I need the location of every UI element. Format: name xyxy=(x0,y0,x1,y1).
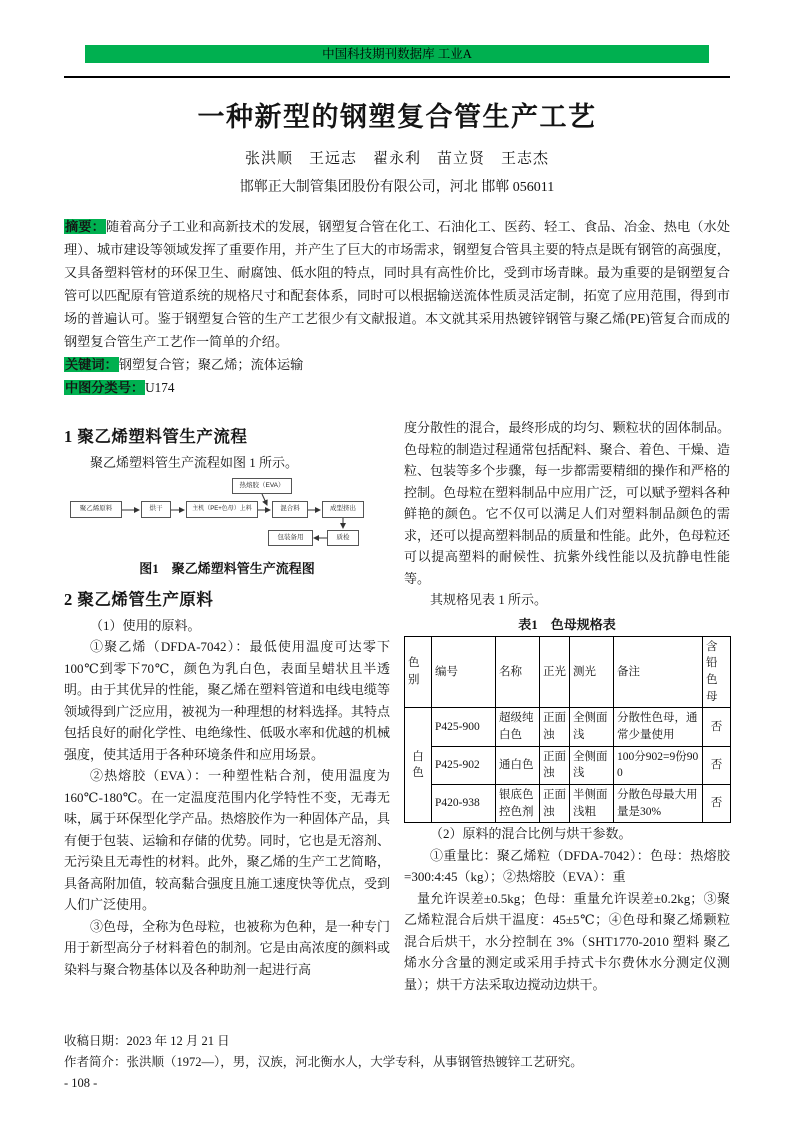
header-divider xyxy=(64,76,730,78)
left-column xyxy=(64,417,390,995)
flow-box-quality-check: 质检 xyxy=(327,530,359,546)
clc-label: 中图分类号： xyxy=(65,380,145,395)
flow-box-host-feeding: 主机（PE+色母）上料 xyxy=(186,501,258,518)
col-header-lead-content: 含铅色母 xyxy=(703,636,731,708)
flow-box-mixture: 混合料 xyxy=(272,501,308,518)
table-row xyxy=(405,746,731,784)
col-header-front-light: 正光 xyxy=(540,636,570,708)
flow-box-packaging: 包装备用 xyxy=(268,530,313,546)
flow-box-raw-material: 聚乙烯原料 xyxy=(70,501,122,518)
color-masterbatch-spec-table xyxy=(404,636,731,824)
received-date-label: 收稿日期： xyxy=(64,1034,127,1048)
page-title: 一种新型的钢塑复合管生产工艺 xyxy=(197,102,597,132)
keywords-line xyxy=(64,353,730,376)
col-header-color-group: 色别 xyxy=(405,636,432,708)
abstract-paragraph xyxy=(64,215,730,353)
author-bio-label: 作者简介： xyxy=(64,1055,127,1069)
col-header-code: 编号 xyxy=(432,636,496,708)
flow-box-drying: 烘干 xyxy=(141,501,171,518)
cell-lead: 否 xyxy=(703,708,731,746)
abstract-label: 摘要： xyxy=(65,219,105,234)
cell-lead: 否 xyxy=(703,784,731,822)
affiliation-line: 邯郸正大制管集团股份有限公司，河北 邯郸 056011 xyxy=(239,180,555,195)
clc-line xyxy=(64,376,730,399)
table-row xyxy=(405,708,731,746)
right-column xyxy=(404,417,730,995)
cell-side-light: 半侧面浅粗 xyxy=(570,784,614,822)
cell-front-light: 正面浊 xyxy=(540,746,570,784)
right-paragraph-5: 量允许误差±0.5kg；色母：重量允许误差±0.2kg；③聚乙烯粒混合后烘干温度：45±5℃；④色母和聚乙烯颗粒混合后烘干，水分控制在 3%（SHT1770-2010 塑料 聚乙烯水分含量的测定或采用手持式卡尔费休水分测定仪测量）；烘干方法采取边搅动边烘干。 xyxy=(404,890,730,992)
section-2-paragraph-1: （1）使用的原料。 xyxy=(90,617,201,633)
author-bio-text: 张洪顺（1972—），男，汉族，河北衡水人，大学专科，从事钢管热镀锌工艺研究。 xyxy=(126,1055,583,1069)
section-2-paragraph-2: ①聚乙烯（DFDA-7042）：最低使用温度可达零下100℃到零下70℃，颜色为乳白色，表面呈蜡状且半透明。由于其优异的性能，聚乙烯在塑料管道和电线电缆等领域得到广泛应用，被视为一种理想的材料选择。其特点包括良好的耐化学性、电绝缘性、低吸水率和优越的机械强度，使其适用于各种环境条件和应用场景。 xyxy=(64,639,390,762)
clc-text: U174 xyxy=(145,380,175,395)
keywords-label: 关键词： xyxy=(65,357,118,372)
cell-code: P425-902 xyxy=(432,746,496,784)
cell-remarks: 100分902=9份900 xyxy=(614,746,703,784)
received-date-line xyxy=(64,1031,730,1052)
cell-name: 超级纯白色 xyxy=(496,708,540,746)
two-column-body xyxy=(64,417,730,995)
cell-side-light: 全侧面浅 xyxy=(570,708,614,746)
abstract-text: 随着高分子工业和高新技术的发展，钢塑复合管在化工、石油化工、医药、轻工、食品、冶金、热电（水处理）、城市建设等领域发挥了重要作用，并产生了巨大的市场需求，钢塑复合管具主要的特点是既有钢管的高强度，又具备塑料管材的环保卫生、耐腐蚀、低水阻的特点，同时具有高性价比，受到市场青睐。最为重要的是钢塑复合管可以匹配原有管道系统的规格尺寸和配套体系，同时可以根据输送流体性质灵活定制，拓宽了应用范围，得到市场的普遍认可。鉴于钢塑复合管的生产工艺很少有文献报道。本文就其采用热镀锌钢管与聚乙烯(PE)管复合而成的钢塑复合管生产工艺作一简单的介绍。 xyxy=(64,219,731,349)
right-paragraph-4: ①重量比：聚乙烯粒（DFDA-7042）：色母：热熔胶=300:4:45（kg）；②热熔胶（EVA）：重 xyxy=(404,847,730,885)
right-paragraph-1: 度分散性的混合，最终形成的均匀、颗粒状的固体制品。色母粒的制造过程通常包括配料、聚合、着色、干燥、造粒、包装等多个步骤，每一步都需要精细的操作和严格的控制。色母粒在塑料制品中应用广泛，可以赋予塑料各种鲜艳的颜色。它不仅可以满足人们对塑料制品颜色的需求，还可以提高塑料制品的质量和性能。此外，色母粒还可以提高塑料的耐候性、抗紫外线性能以及抗静电性能等。 xyxy=(404,420,730,586)
cell-color-group: 白色 xyxy=(405,708,432,823)
figure-1-caption: 图1 聚乙烯塑料管生产流程图 xyxy=(139,560,315,576)
section-1-heading: 1 聚乙烯塑料管生产流程 xyxy=(64,427,248,446)
cell-name: 通白色 xyxy=(496,746,540,784)
right-paragraph-2: 其规格见表 1 所示。 xyxy=(430,592,548,607)
page-number: - 108 - xyxy=(64,1076,98,1090)
keywords-text: 钢塑复合管；聚乙烯；流体运输 xyxy=(118,357,304,372)
col-header-remarks: 备注 xyxy=(614,636,703,708)
received-date-text: 2023 年 12 月 21 日 xyxy=(126,1034,230,1048)
table-header-row xyxy=(405,636,731,708)
authors-line: 张洪顺 王远志 翟永利 苗立贤 王志杰 xyxy=(244,151,549,167)
cell-side-light: 全侧面浅 xyxy=(570,746,614,784)
database-header-banner: 中国科技期刊数据库 工业A xyxy=(85,45,709,63)
author-bio-line xyxy=(64,1052,730,1073)
section-1-paragraph: 聚乙烯塑料管生产流程如图 1 所示。 xyxy=(90,455,299,470)
flow-box-hot-melt-eva: 热熔胶（EVA） xyxy=(232,478,292,494)
cell-front-light: 正面浊 xyxy=(540,708,570,746)
cell-remarks: 分散性色母，通常少量使用 xyxy=(614,708,703,746)
cell-lead: 否 xyxy=(703,746,731,784)
section-2-paragraph-3: ②热熔胶（EVA）：一种塑性粘合剂，使用温度为160℃-180℃。在一定温度范围内化学特性不变，无毒无味，属于环保型化学产品。热熔胶作为一种固体产品，具有便于包装、运输和存储的优势。同时，它也是无溶剂、无污染且无毒性的材料。此外，聚乙烯的生产工艺简略，具备高附加值，较高黏合强度且施工速度快等优点，受到人们广泛使用。 xyxy=(64,768,390,912)
page-footer xyxy=(64,1031,730,1094)
cell-front-light: 正面浊 xyxy=(540,784,570,822)
section-2-paragraph-4: ③色母，全称为色母粒，也被称为色种，是一种专门用于新型高分子材料着色的制剂。它是由高浓度的颜料或染料与聚合物基体以及各种助剂一起进行高 xyxy=(64,918,390,977)
cell-name: 银底色控色剂 xyxy=(496,784,540,822)
section-2-heading: 2 聚乙烯管生产原料 xyxy=(64,589,214,609)
table-row xyxy=(405,784,731,822)
cell-code: P425-900 xyxy=(432,708,496,746)
table-1-caption: 表1 色母规格表 xyxy=(518,616,616,632)
cell-code: P420-938 xyxy=(432,784,496,822)
figure-1-flowchart xyxy=(64,477,390,555)
right-paragraph-3: （2）原料的混合比例与烘干参数。 xyxy=(430,826,632,842)
col-header-side-light: 测光 xyxy=(570,636,614,708)
col-header-name: 名称 xyxy=(496,636,540,708)
flow-box-extrusion: 成型挤出 xyxy=(322,501,364,518)
cell-remarks: 分散色母最大用量是30% xyxy=(614,784,703,822)
